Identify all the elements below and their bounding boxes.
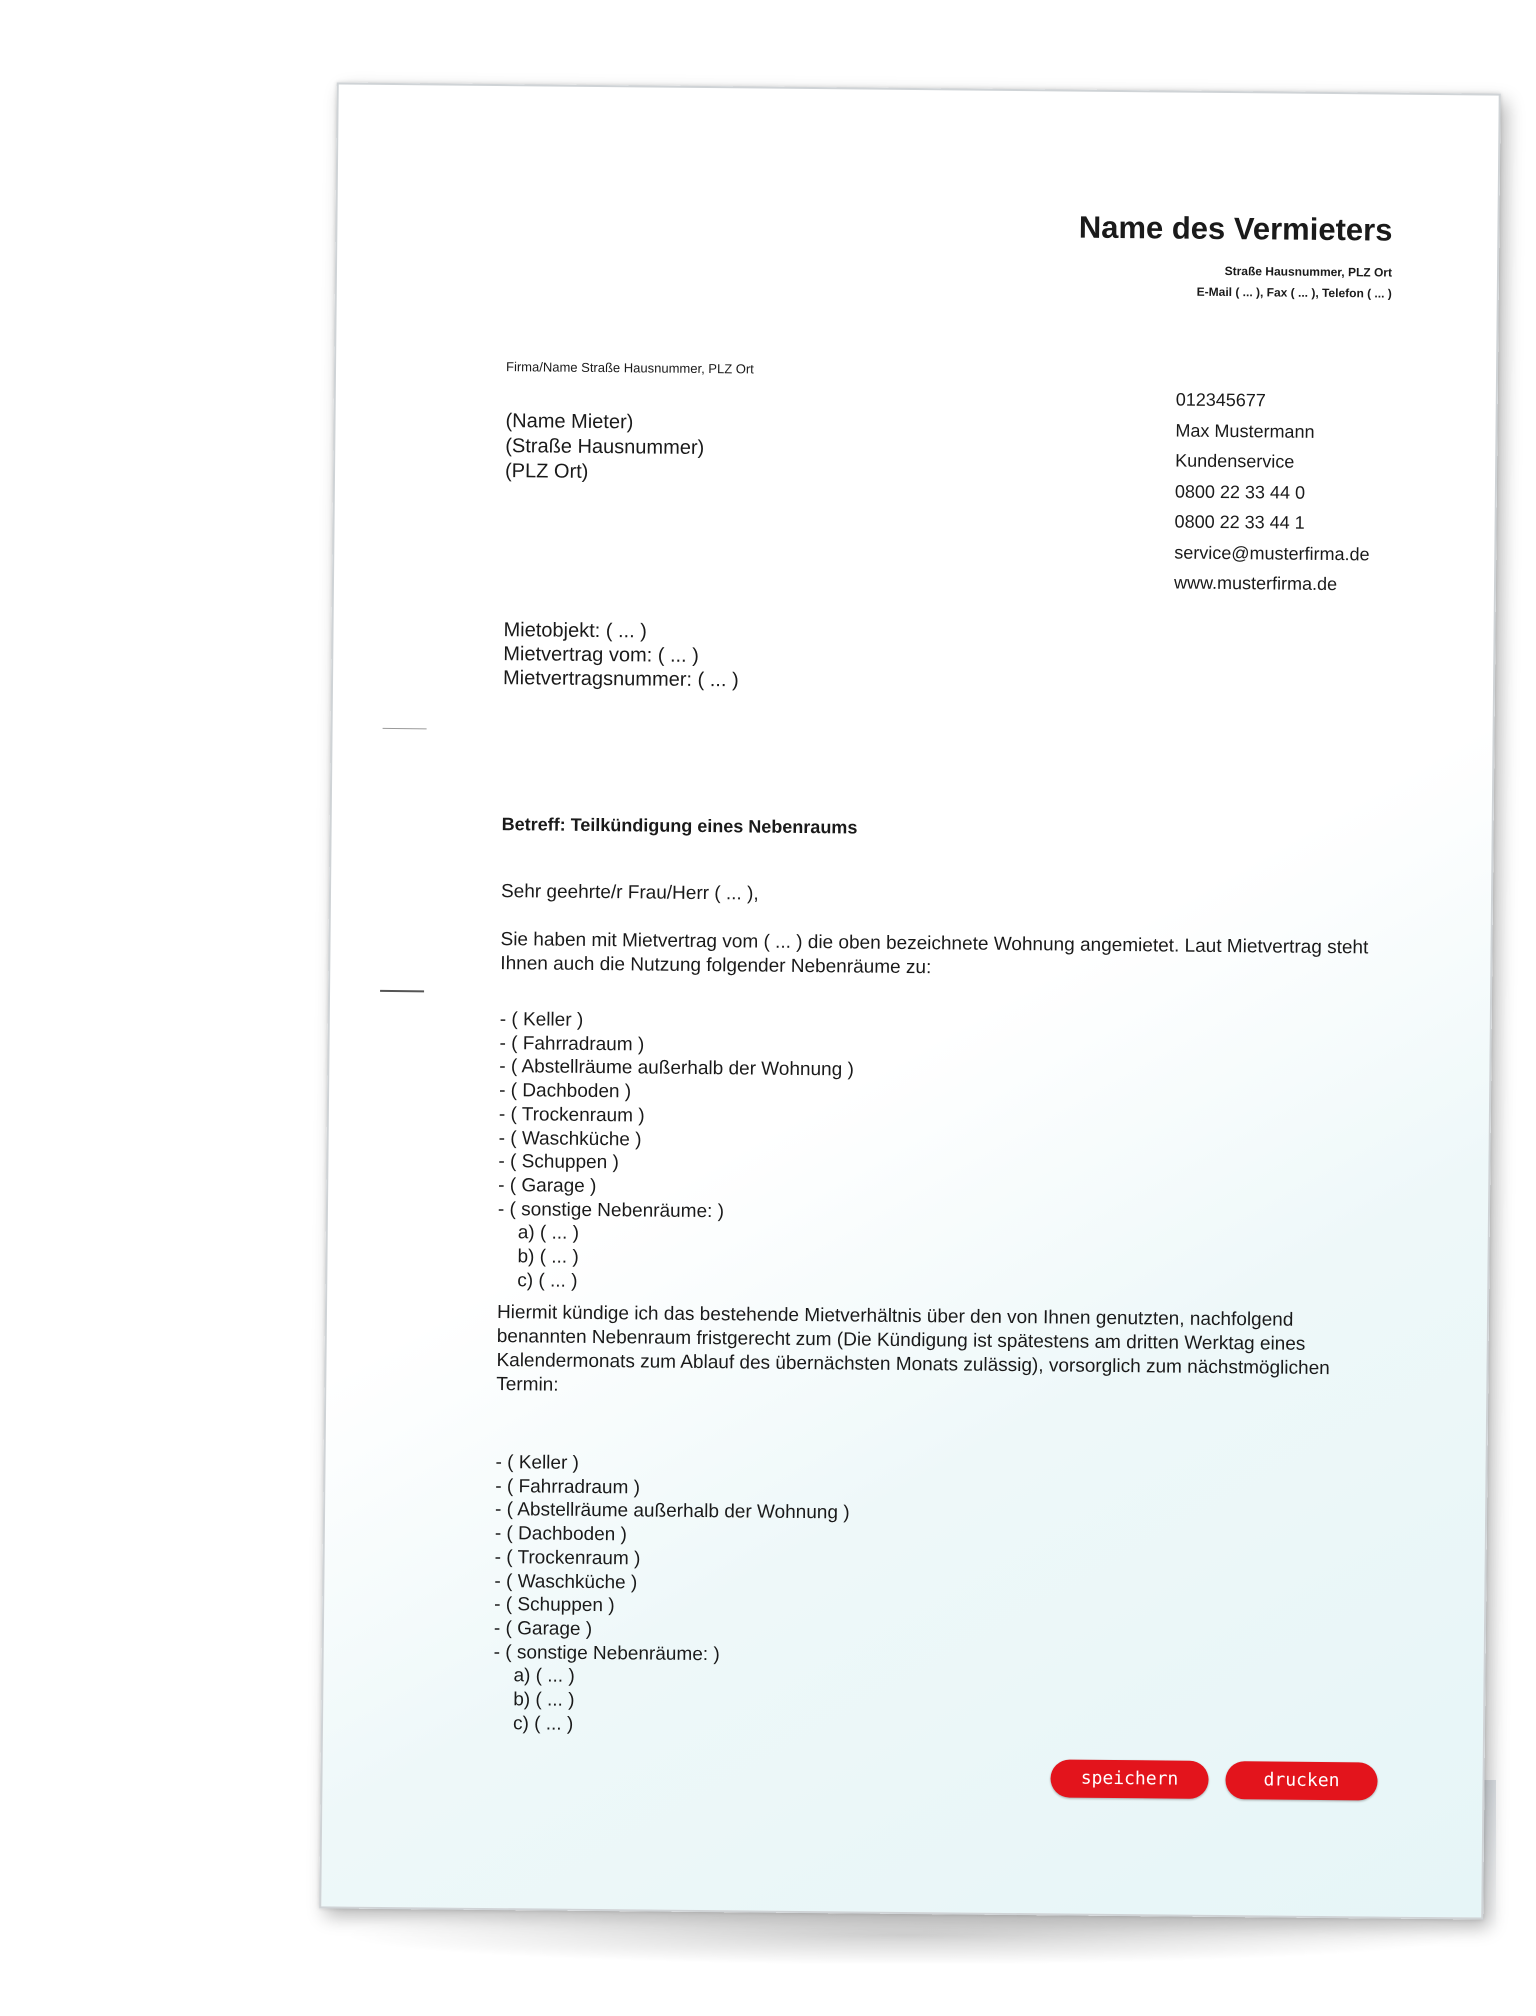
list-subitem: c) ( ... ) <box>517 1269 578 1292</box>
list-item: - ( Keller ) <box>499 1009 584 1031</box>
sender-contact-line: E-Mail ( ... ), Fax ( ... ), Telefon ( ... ) <box>1196 284 1392 301</box>
list-item: - ( sonstige Nebenräume: ) <box>497 1198 725 1222</box>
contact-email: service@musterfirma.de <box>1174 542 1370 564</box>
rental-object: Mietobjekt: ( ... ) <box>503 619 648 643</box>
recipient-line: (Name Mieter) <box>505 410 634 434</box>
contact-fax: 0800 22 33 44 1 <box>1174 511 1305 533</box>
intro-paragraph: Sie haben mit Mietvertrag vom ( ... ) die oben bezeichnete Wohnung angemietet. Laut Mietvertrag steht Ihnen auch die Nutzung folgender Nebenräume zu: <box>500 929 1369 979</box>
list-item: - ( Waschküche ) <box>498 1127 642 1150</box>
list-item: - ( Trockenraum ) <box>498 1103 645 1127</box>
list-subitem: c) ( ... ) <box>512 1712 574 1735</box>
list-item: - ( Abstellräume außerhalb der Wohnung ) <box>499 1056 854 1081</box>
list-item: - ( Keller ) <box>495 1452 580 1474</box>
list-item: - ( Garage ) <box>498 1174 597 1197</box>
list-subitem: b) ( ... ) <box>513 1689 575 1711</box>
letter-page <box>319 82 1500 1919</box>
reference-block <box>503 618 739 692</box>
rental-contract-number: Mietvertragsnummer: ( ... ) <box>502 667 739 692</box>
fold-mark <box>380 990 424 992</box>
contact-department: Kundenservice <box>1175 450 1295 472</box>
fold-mark <box>383 728 427 729</box>
list-item: - ( Fahrradraum ) <box>499 1032 645 1056</box>
recipient-line: (PLZ Ort) <box>504 460 589 483</box>
salutation: Sehr geehrte/r Frau/Herr ( ... ), <box>500 881 759 905</box>
rental-contract-date: Mietvertrag vom: ( ... ) <box>503 643 700 667</box>
list-item: - ( Dachboden ) <box>499 1080 632 1103</box>
list-item: - ( Schuppen ) <box>498 1151 619 1174</box>
list-item: - ( Fahrradraum ) <box>495 1475 641 1499</box>
recipient-address <box>505 409 705 486</box>
list-subitem: a) ( ... ) <box>517 1222 580 1245</box>
contact-phone: 0800 22 33 44 0 <box>1174 481 1306 503</box>
sender-header <box>1078 210 1393 305</box>
room-list-2 <box>493 1451 850 1739</box>
sender-name: Name des Vermieters <box>1078 209 1393 248</box>
list-item: - ( sonstige Nebenräume: ) <box>493 1641 720 1665</box>
return-address: Firma/Name Straße Hausnummer, PLZ Ort <box>505 359 754 377</box>
print-button[interactable]: drucken <box>1225 1761 1377 1800</box>
termination-paragraph: Hiermit kündige ich das bestehende Mietverhältnis über den von Ihnen genutzten, nachfolgend benannten Nebenraum fristgerecht zum (Die Kündigung ist spätestens am dritten Werktag eines Kalendermonats zum Ablauf des übernächsten Monats zulässig), vorsorglich zum nächstmöglichen Termin: <box>496 1302 1330 1396</box>
list-item: - ( Garage ) <box>493 1617 593 1640</box>
list-item: - ( Waschküche ) <box>494 1570 638 1593</box>
list-item: - ( Dachboden ) <box>494 1523 627 1546</box>
subject-line: Betreff: Teilkündigung eines Nebenraums <box>501 814 858 838</box>
recipient-line: (Straße Hausnummer) <box>505 435 705 459</box>
list-subitem: a) ( ... ) <box>513 1665 575 1688</box>
list-item: - ( Schuppen ) <box>494 1594 615 1617</box>
sender-address: Straße Hausnummer, PLZ Ort <box>1224 263 1393 280</box>
contact-website: www.musterfirma.de <box>1173 572 1338 595</box>
room-list-1 <box>497 1008 854 1296</box>
customer-number: 012345677 <box>1175 389 1266 411</box>
list-item: - ( Abstellräume außerhalb der Wohnung ) <box>494 1499 850 1524</box>
list-item: - ( Trockenraum ) <box>494 1546 641 1570</box>
save-button[interactable]: speichern <box>1050 1759 1208 1799</box>
contact-person: Max Mustermann <box>1175 420 1315 442</box>
list-subitem: b) ( ... ) <box>517 1246 579 1268</box>
contact-info-block <box>1174 385 1371 600</box>
